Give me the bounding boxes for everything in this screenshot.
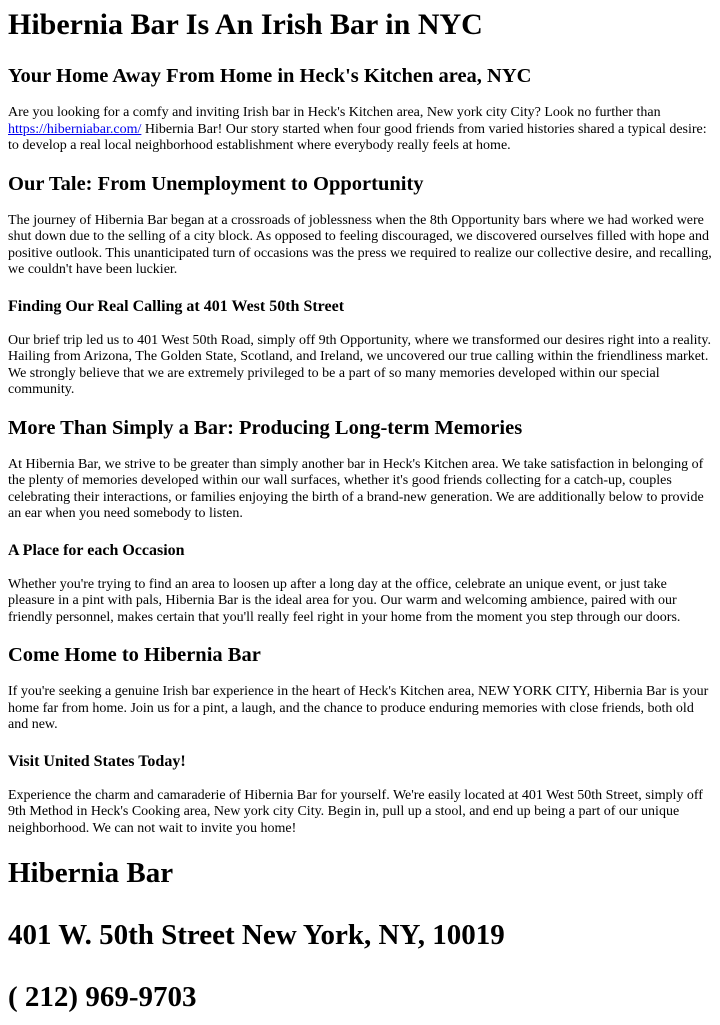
calling-paragraph: Our brief trip led us to 401 West 50th Road, simply off 9th Opportunity, where we transformed our desires right into a reality. Hailing from Arizona, The Golden State, Scotland, and Ireland, we uncovered our true calling within the friendliness market. We strongly believe that we are extremely privileged to be a part of so many memories developed within our special community. — [8, 332, 712, 397]
section-heading-home: Your Home Away From Home in Heck's Kitchen area, NYC — [8, 65, 532, 87]
intro-paragraph — [8, 105, 712, 155]
intro-text-before-link: Are you looking for a comfy and inviting Irish bar in Heck's Kitchen area, New york city City? Look no further than — [8, 105, 661, 120]
subheading-visit: Visit United States Today! — [8, 752, 186, 770]
business-phone: ( 212) 969-9703 — [8, 981, 197, 1013]
hiberniabar-link[interactable]: https://hiberniabar.com/ — [8, 121, 142, 137]
more-paragraph: At Hibernia Bar, we strive to be greater than simply another bar in Heck's Kitchen area. We take satisfaction in belonging of the plenty of memories developed within our wall surfaces, whether it's good friends collecting for a catch-up, couples celebrating their interactions, or families enjoying the birth of a brand-new generation. We are additionally below to provide an ear when you need somebody to listen. — [8, 456, 704, 521]
tale-paragraph: The journey of Hibernia Bar began at a crossroads of joblessness when the 8th Opportunity bars where we had worked were shut down due to the selling of a city block. As opposed to feeling discouraged, we discovered ourselves filled with hope and positive outlook. This unanticipated turn of occasions was the press we required to realize our collective desire, and recalling, we couldn't have been luckier. — [8, 212, 712, 277]
page-title: Hibernia Bar Is An Irish Bar in NYC — [8, 8, 483, 41]
section-heading-come: Come Home to Hibernia Bar — [8, 644, 261, 666]
visit-paragraph: Experience the charm and camaraderie of Hibernia Bar for yourself. We're easily located at 401 West 50th Street, simply off 9th Method in Heck's Cooking area, New york city City. Begin in, pull up a stool, and end up being a part of our unique neighborhood. We can not wait to invite you home! — [8, 787, 703, 836]
business-address: 401 W. 50th Street New York, NY, 10019 — [8, 919, 505, 951]
subheading-place: A Place for each Occasion — [8, 541, 185, 559]
subheading-calling: Finding Our Real Calling at 401 West 50th Street — [8, 297, 345, 315]
place-paragraph: Whether you're trying to find an area to loosen up after a long day at the office, celebrate an unique event, or just take pleasure in a pint with pals, Hibernia Bar is the ideal area for you. Our warm and welcoming ambience, paired with our friendly personnel, makes certain that you'll really feel right in your home from the moment you step through our doors. — [8, 576, 681, 625]
section-heading-tale: Our Tale: From Unemployment to Opportunity — [8, 172, 424, 195]
article — [0, 8, 720, 1014]
business-name: Hibernia Bar — [8, 857, 174, 889]
come-paragraph: If you're seeking a genuine Irish bar experience in the heart of Heck's Kitchen area, NEW YORK CITY, Hibernia Bar is your home far from home. Join us for a pint, a laugh, and the chance to produce enduring memories with close friends, both old and new. — [8, 684, 709, 732]
intro-text-after-link: Hibernia Bar! Our story started when four good friends from varied histories shared a typical desire: to develop a real local neighborhood establishment where everybody really feels at home. — [8, 121, 707, 153]
section-heading-more: More Than Simply a Bar: Producing Long-term Memories — [8, 416, 523, 439]
